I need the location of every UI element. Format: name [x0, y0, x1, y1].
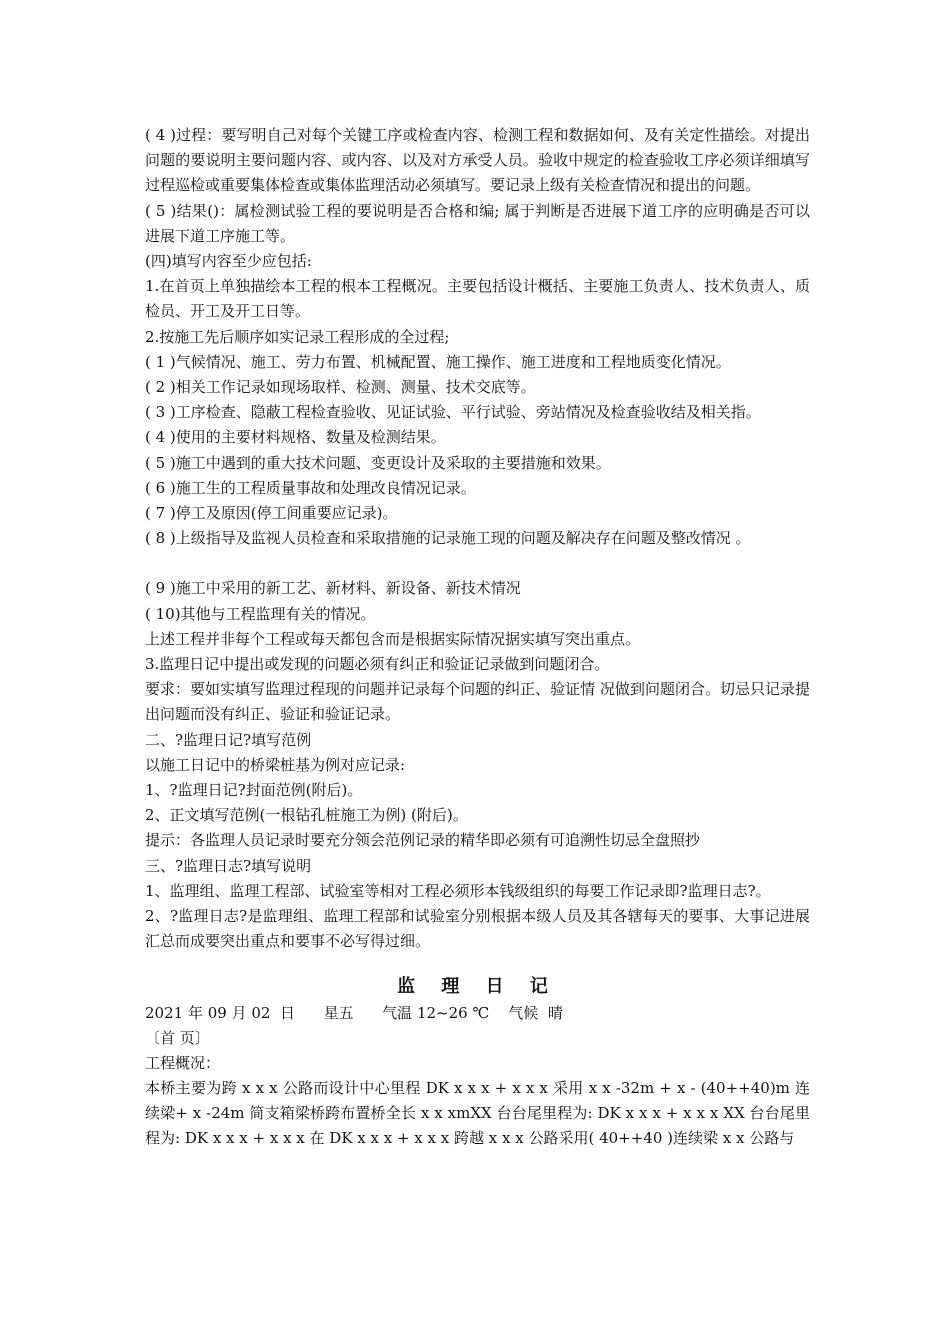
- diary-title: 监 理 日 记: [397, 975, 558, 997]
- paragraph: ( 8 )上级指导及监视人员检查和采取措施的记录施工现的问题及解决存在问题及整改情况 。: [145, 529, 751, 548]
- paragraph: ( 6 )施工生的工程质量事故和处理改良情况记录。: [145, 478, 476, 497]
- paragraph: ( 4 )使用的主要材料规格、数量及检测结果。: [145, 428, 446, 447]
- paragraph: ( 7 )停工及原因(停工间重要应记录)。: [145, 504, 398, 523]
- paragraph: 要求：要如实填写监理过程现的问题并记录每个问题的纠正、验证情 况做到问题闭合。切忌只记录提出问题而没有纠正、验证和验证记录。: [145, 680, 810, 724]
- blank-line: [145, 551, 810, 576]
- paragraph: ( 5 )结果()：属检测试验工程的要说明是否合格和编; 属于判断是否进展下道工序的应明确是否可以进展下道工序施工等。: [145, 201, 810, 245]
- section-heading: 三、?监理日志?填写说明: [145, 856, 312, 875]
- paragraph: ( 1 )气候情况、施工、劳力布置、机械配置、施工操作、施工进度和工程地质变化情况。: [145, 352, 731, 371]
- overview-label: 工程概况：: [145, 1053, 221, 1072]
- paragraph: 提示：各监理人员记录时要充分领会范例记录的精华即必须有可追溯性切忌全盘照抄: [145, 831, 701, 850]
- paragraph: (四)填写内容至少应包括:: [145, 252, 312, 271]
- paragraph: 上述工程并非每个工程或每天都包含而是根据实际情况据实填写突出重点。: [145, 629, 641, 648]
- paragraph: 3.监理日记中提出或发现的问题必须有纠正和验证记录做到问题闭合。: [145, 655, 610, 674]
- diary-section: [145, 973, 810, 1152]
- paragraph: 1、监理组、监理工程部、试验室等相对工程必须形本钱级组织的每要工作记录即?监理日志?。: [145, 881, 771, 900]
- document-page: [145, 123, 810, 1152]
- instructions-section-middle: [145, 576, 810, 954]
- diary-dateline: 2021 年 09 月 02 日 星五 气温 12~26 ℃ 气候 晴: [145, 1003, 563, 1022]
- paragraph: 2、?监理日志?是监理组、监理工程部和试验室分别根据本级人员及其各辖每天的要事、大事记进展汇总而成要突出重点和要事不必写得过细。: [145, 907, 810, 951]
- section-heading: 二、?监理日记?填写范例: [145, 730, 312, 749]
- paragraph: 1、?监理日记?封面范例(附后)。: [145, 781, 363, 800]
- paragraph: ( 5 )施工中遇到的重大技术问题、变更设计及采取的主要措施和效果。: [145, 453, 611, 472]
- paragraph: 2.按施工先后顺序如实记录工程形成的全过程;: [145, 327, 450, 346]
- instructions-section-top: [145, 123, 810, 551]
- paragraph: ( 3 )工序检查、隐蔽工程检查验收、见证试验、平行试验、旁站情况及检查验收结及相关指。: [145, 403, 761, 422]
- paragraph: 以施工日记中的桥梁桩基为例对应记录:: [145, 755, 406, 774]
- paragraph: ( 2 )相关工作记录如现场取样、检测、测量、技术交底等。: [145, 378, 536, 397]
- paragraph: 2、正文填写范例(一根钻孔桩施工为例) (附后)。: [145, 806, 468, 825]
- overview-text: 本桥主要为跨 x x x 公路而设计中心里程 DK x x x + x x x 采用 x x -32m + x - (40++40)m 连续梁+ x -24m 简支箱梁桥跨布置桥全长 x x xmXX 台台尾里程为: DK x x x + x x x XX 台台尾里程为: DK x x x + x x x 在 DK x x x + x x x 跨越 x x x 公路采用( 40++40 )连续梁 x x 公路与: [145, 1078, 810, 1148]
- paragraph: ( 9 )施工中采用的新工艺、新材料、新设备、新技术情况: [145, 579, 521, 598]
- paragraph: ( 4 )过程：要写明自己对每个关键工序或检查内容、检测工程和数据如何、及有关定性描绘。对提出问题的要说明主要问题内容、或内容、以及对方承受人员。验收中规定的检查验收工序必须详细填写过程巡检或重要集体检查或集体监理活动必须填写。要记录上级有关检查情况和提出的问题。: [145, 126, 810, 195]
- paragraph: 1.在首页上单独描绘本工程的根本工程概况。主要包括设计概括、主要施工负责人、技术负责人、质检员、开工及开工日等。: [145, 277, 810, 321]
- first-page-label: 〔首 页〕: [145, 1028, 210, 1047]
- paragraph: ( 10)其他与工程监理有关的情况。: [145, 604, 376, 623]
